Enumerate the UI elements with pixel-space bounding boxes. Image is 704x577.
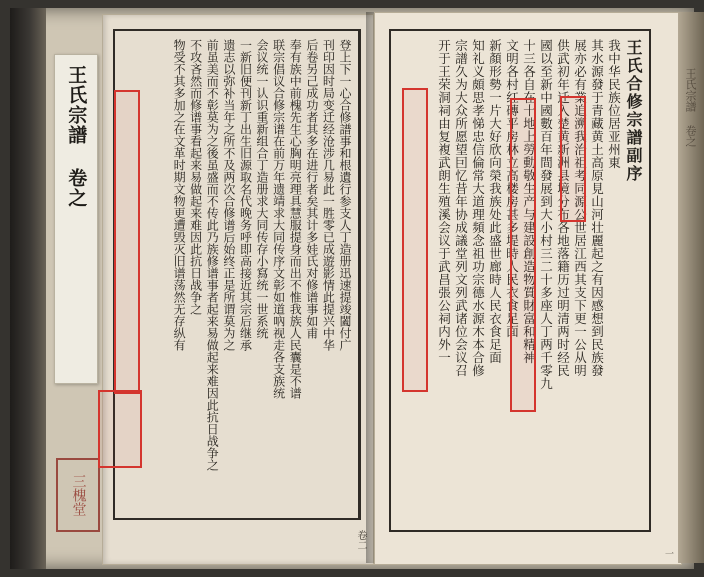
text-column: 遗志以弥补当年之所不及两次合修谱后始终正是所谓莫为之 bbox=[221, 39, 236, 351]
text-column: 一新旧便刊新丁出生旧源取名代晚务呼即高接近其宗后继承 bbox=[238, 39, 253, 351]
text-column: 展亦必有業追溯我治祖考同源公世居江西其支下更一公从明 bbox=[572, 39, 588, 377]
text-column: 十三各自在十地上勞動敬生产与建設創造物質財富和精神 bbox=[521, 39, 537, 364]
document-title: 王氏合修宗譜副序 bbox=[624, 39, 643, 183]
left-page-text-frame bbox=[113, 29, 361, 520]
text-column: 开于王荣洞祠由复複武朗生殖溪会议于武昌張公祠内外一 bbox=[436, 39, 452, 364]
text-column: 物受不其多加之在文革时期文物更遭毁灭旧谱荡然无存纵有 bbox=[172, 39, 187, 351]
cover-title-text: 王氏宗譜 卷之 bbox=[65, 65, 88, 208]
fore-edge-title: 王氏宗譜 卷之 bbox=[684, 68, 697, 147]
text-column: 國以至新中國數百年間發展到大小村三二十多座人丁两千零九 bbox=[538, 39, 554, 390]
text-column: 不攻吝然而修谱事看起来易做起来难因此抗日战争之 bbox=[188, 39, 203, 315]
left-page bbox=[102, 14, 374, 565]
right-page-columns bbox=[391, 31, 649, 530]
text-column: 会议统一认识重新组合丁造册求大同传存小寫统一世系统 bbox=[255, 39, 270, 339]
cover-seal-text: 三槐堂 bbox=[70, 474, 87, 516]
cover-title-label bbox=[54, 54, 98, 384]
text-column: 其水源發于青藏黄土高原見山河壮麗起之有因感想到民族發 bbox=[589, 39, 605, 377]
right-page-footer: 一 bbox=[663, 549, 673, 558]
binding-stitch-holes bbox=[20, 48, 30, 528]
cover-seal-stamp bbox=[56, 458, 100, 532]
text-column: 新顏形勢一片大好欣向榮我族处此盛世廊時人民衣食足面 bbox=[487, 39, 503, 364]
text-column: 我中华民族位居亚州東 bbox=[606, 39, 622, 169]
text-column: 文明各村红磚平房林立高楼房甚多堤時人民衣食足面 bbox=[504, 39, 520, 338]
right-page-text-frame bbox=[389, 29, 651, 532]
text-column: 知礼义頗思孝悌忠信倫常大道理頻念祖功宗德水源木本合修 bbox=[470, 39, 486, 377]
text-column: 宗譜久为大众所愿望囙忆昔年协成議堂列文列武诸位会议召 bbox=[453, 39, 469, 377]
book-binding bbox=[10, 8, 46, 569]
text-column: 前虽美而不彰莫为之後虽盛而不传此乃族修谱事者起来易做起来难因此抗日战争之 bbox=[205, 39, 220, 471]
text-column: 登上下一心合修譜事和根遺行参支人丁造册迅速提竣闔付广 bbox=[338, 39, 352, 351]
text-column: 供武初年迁入楚黄新洲县境分布各地落籍历过明清两时经民 bbox=[555, 39, 571, 377]
open-book bbox=[10, 8, 697, 569]
text-column: 刊印因时局变迁经沧涉几易此一胜零已成遊影情此提兴中华 bbox=[321, 39, 336, 351]
left-page-footer: 卷二 bbox=[355, 530, 366, 550]
text-column: 后卷另己成功者其多在进行者矣其计多娃氏对修谱事如甫 bbox=[304, 39, 319, 339]
right-page bbox=[374, 12, 682, 565]
left-page-columns bbox=[115, 31, 358, 518]
text-column: 奉有族中前槐先生心胸明亮理具慧服提身而出不惟我族人民囊是不谱 bbox=[288, 39, 303, 399]
text-column: 联宗倡议合修宗谱在前万年遗靖求大同传序文彰如道吶视走各支族统 bbox=[271, 39, 286, 399]
